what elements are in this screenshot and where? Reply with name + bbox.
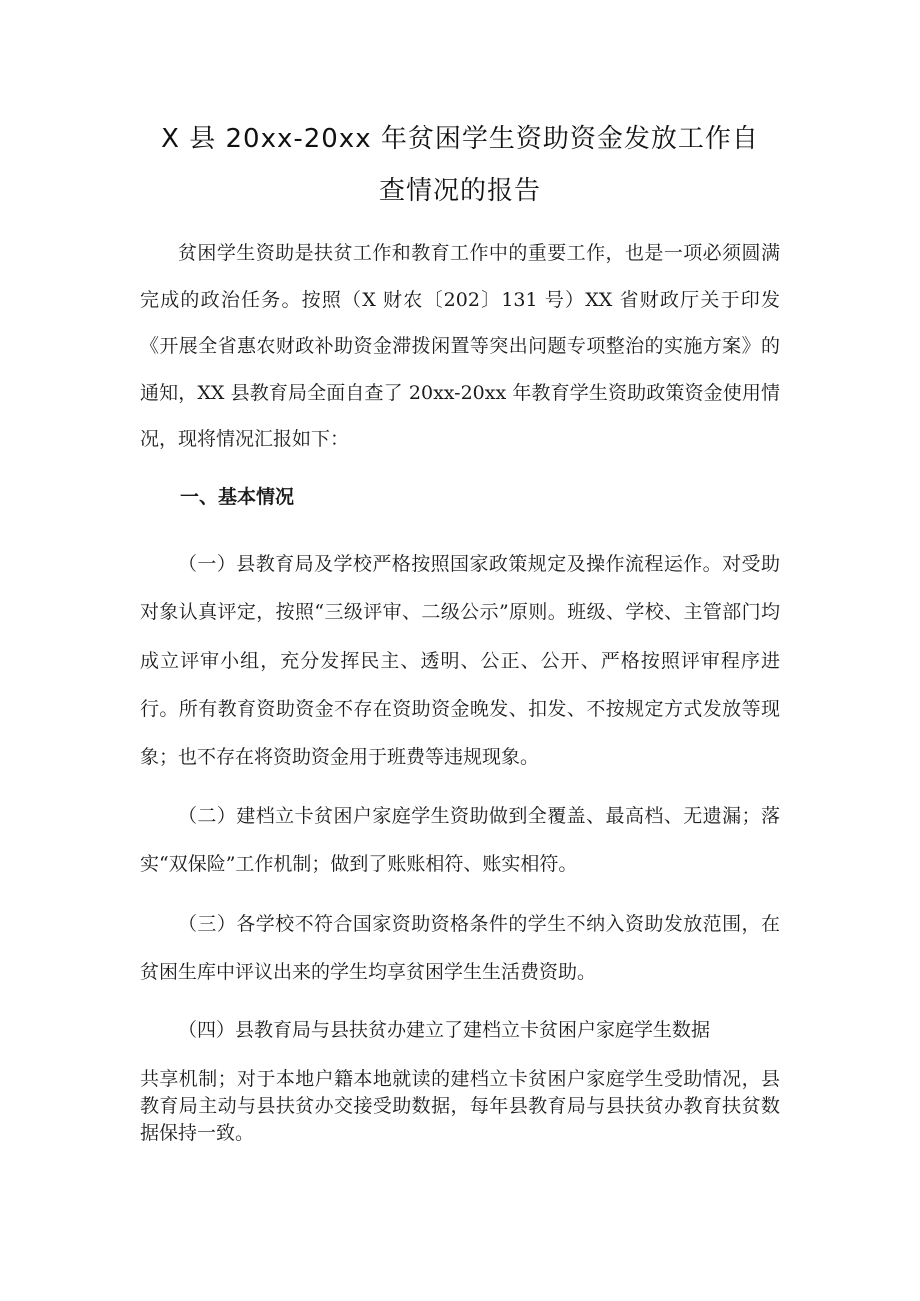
item-4-paragraph-continued: 共享机制；对于本地户籍本地就读的建档立卡贫困户家庭学生受助情况，县教育局主动与县扶贫办交接受助数据，每年县教育局与县扶贫办教育扶贫数据保持一致。 <box>140 1068 780 1144</box>
report-title-line-2: 查情况的报告 <box>378 176 541 206</box>
item-1-paragraph: （一）县教育局及学校严格按照国家政策规定及操作流程运作。对受助对象认真评定，按照“三级评审、二级公示”原则。班级、学校、主管部门均成立评审小组，充分发挥民主、透明、公正、公开、严格按照评审程序进行。所有教育资助资金不存在资助资金晚发、扣发、不按规定方式发放等现象；也不存在将资助资金用于班费等违规现象。 <box>140 553 780 769</box>
item-4-paragraph-first-line: （四）县教育局与县扶贫办建立了建档立卡贫困户家庭学生数据 <box>178 1019 711 1041</box>
item-2-paragraph: （二）建档立卡贫困户家庭学生资助做到全覆盖、最高档、无遗漏；落实“双保险”工作机制；做到了账账相符、账实相符。 <box>140 805 780 875</box>
section-heading-basic-situation: 一、基本情况 <box>180 486 295 508</box>
report-title-line-1: X 县 20xx-20xx 年贫困学生资助资金发放工作自 <box>161 124 759 154</box>
intro-paragraph: 贫困学生资助是扶贫工作和教育工作中的重要工作，也是一项必须圆满完成的政治任务。按照（X 财农〔202〕131 号）XX 省财政厅关于印发《开展全省惠农财政补助资金滞拨闲置等突出问题专项整治的实施方案》的通知，XX 县教育局全面自查了 20xx-20xx 年教育学生资助政策资金使用情况，现将情况汇报如下： <box>140 242 780 450</box>
item-3-paragraph: （三）各学校不符合国家资助资格条件的学生不纳入资助发放范围，在贫困生库中评议出来的学生均享贫困学生生活费资助。 <box>140 913 780 983</box>
